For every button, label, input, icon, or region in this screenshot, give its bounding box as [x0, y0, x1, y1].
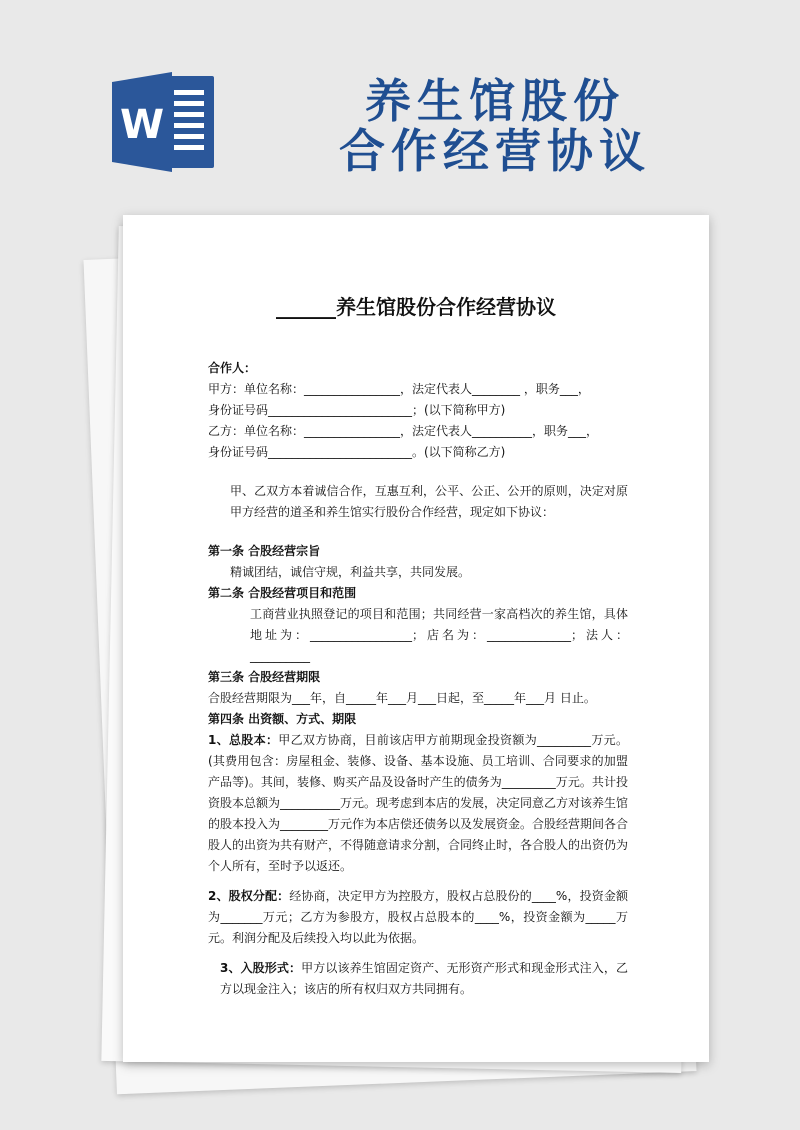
- word-document-icon: [112, 68, 220, 176]
- item-2-text: 经协商，决定甲方为控股方，股权占总股份的____%，投资金额为_______万元；乙方为参股方，股权占总股本的____%，投资金额为_____万元。利润分配及后续投入均以此为依据。: [208, 889, 628, 945]
- item-2-label: 2、股权分配：: [208, 889, 290, 903]
- partners-heading: 合作人：: [208, 361, 257, 375]
- document-title: ______养生馆股份合作经营协议: [276, 295, 556, 319]
- party-b-line-1: 乙方：单位名称：________________，法定代表人__________，职务___，: [208, 424, 599, 438]
- party-a-line-2: 身份证号码________________________；(以下简称甲方): [208, 403, 506, 417]
- item-2-paragraph: [208, 886, 628, 949]
- article-1-title: 第一条 合股经营宗旨: [208, 544, 321, 558]
- banner-title-line-1: 养生馆股份: [365, 74, 625, 128]
- document-body: [208, 358, 628, 1000]
- article-3-text: 合股经营期限为___年，自_____年___月___日起，至_____年___月 日止。: [208, 691, 596, 705]
- item-1-label: 1、总股本：: [208, 733, 279, 747]
- party-b-line-2: 身份证号码________________________。(以下简称乙方): [208, 445, 506, 459]
- banner-title-line-2: 合作经营协议: [339, 124, 651, 178]
- article-2-text: 工商营业执照登记的项目和范围；共同经营一家高档次的养生馆，具体地址为：_________________；店名为：______________；法人：__________: [250, 607, 628, 663]
- article-4-title: 第四条 出资额、方式、期限: [208, 712, 357, 726]
- item-3-paragraph: [208, 958, 628, 1000]
- article-1-text: 精诚团结，诚信守规，利益共享，共同发展。: [230, 565, 471, 579]
- item-3-label: 3、入股形式：: [220, 961, 302, 975]
- article-3-title: 第三条 合股经营期限: [208, 670, 321, 684]
- preamble-paragraph: 甲、乙双方本着诚信合作，互惠互利，公平、公正、公开的原则，决定对原甲方经营的道圣和养生馆实行股份合作经营，现定如下协议：: [230, 484, 628, 519]
- item-1-paragraph: [208, 730, 628, 877]
- svg-text:W: W: [119, 102, 165, 148]
- item-1-text: 甲乙双方协商，目前该店甲方前期现金投资额为_________万元。(其费用包含：房屋租金、装修、设备、基本设施、员工培训、合同要求的加盟产品等)。其间，装修、购买产品及设备时产生的债务为_________万元。共计投资股本总额为__________万元。现考虑到本店的发展，决定同意乙方对该养生馆的股本投入为________万元作为本店偿还债务以及发展资金。合股经营期间各合股人的出资为共有财产，不得随意请求分割，合同终止时，各合股人的出资仍为个人所有，至时予以返还。: [208, 733, 629, 873]
- item-3-text: 甲方以该养生馆固定资产、无形资产形式和现金形式注入，乙方以现金注入；该店的所有权归双方共同拥有。: [220, 961, 628, 996]
- banner: [0, 0, 800, 210]
- article-2-title: 第二条 合股经营项目和范围: [208, 586, 357, 600]
- party-a-line-1: 甲方：单位名称：________________，法定代表人________ ，职务___，: [208, 382, 590, 396]
